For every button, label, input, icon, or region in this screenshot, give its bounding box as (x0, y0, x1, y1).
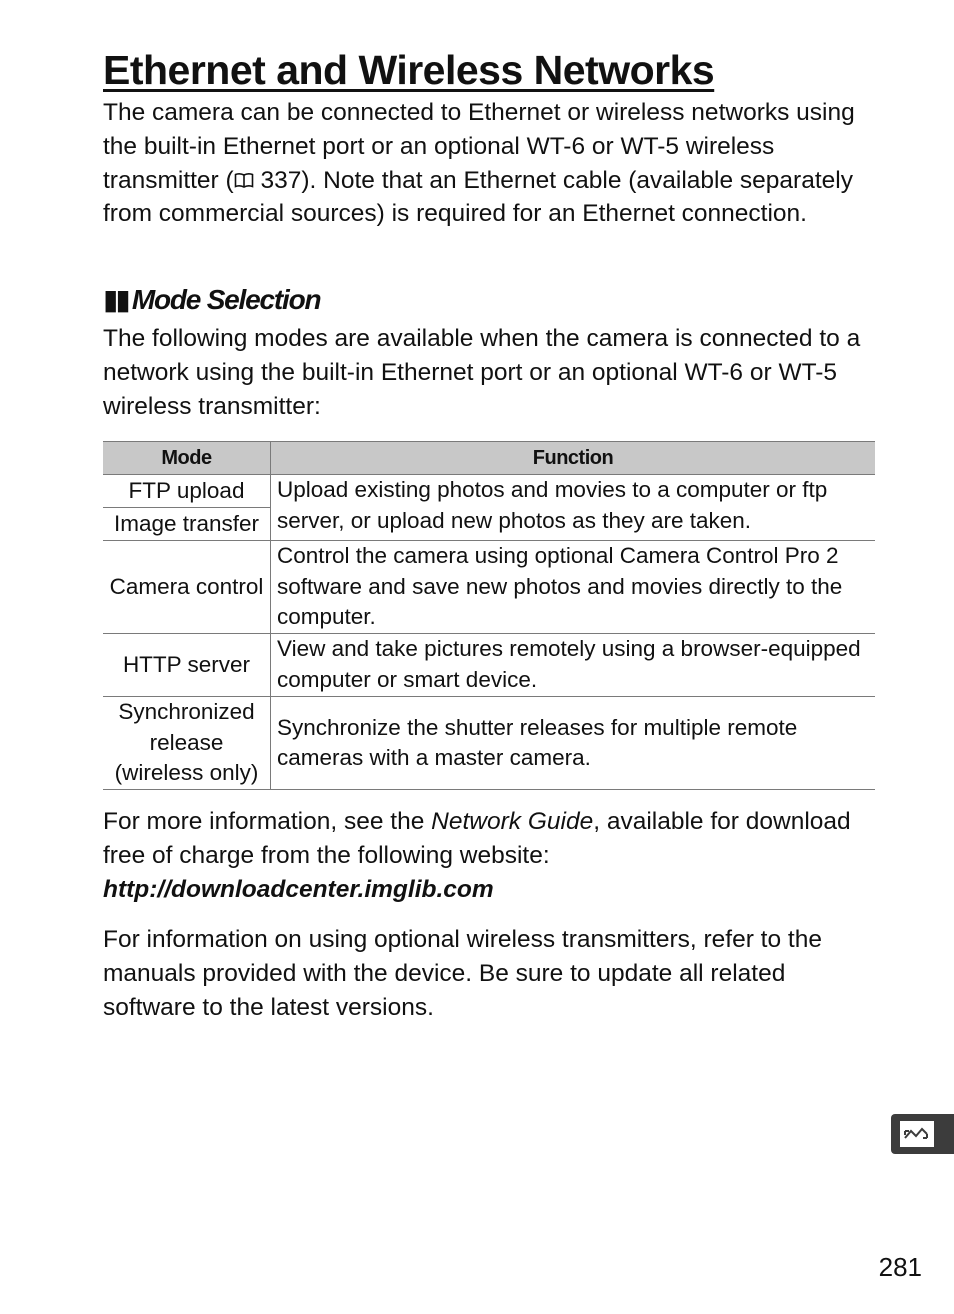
table-header-row (103, 442, 875, 475)
table-row (103, 697, 875, 790)
modes-intro-paragraph: The following modes are available when the camera is connected to a network using the built-in Ethernet port or an optional WT-6 or WT-5 wireless transmitter: (103, 325, 861, 420)
wireless-info-paragraph: For information on using optional wireless transmitters, refer to the manuals provided with the device. Be sure to update all related software to the latest versions. (103, 926, 822, 1021)
table-row (103, 634, 875, 697)
column-header-function: Function (271, 442, 876, 475)
mode-cell: FTP upload (103, 475, 271, 508)
page-reference-icon (234, 167, 254, 194)
intro-paragraph (103, 96, 878, 231)
function-cell: Upload existing photos and movies to a computer or ftp server, or upload new photos as they are taken. (271, 475, 876, 541)
mode-cell: HTTP server (103, 634, 271, 697)
page-number: 281 (878, 1252, 922, 1282)
network-guide-title: Network Guide (431, 808, 594, 835)
section-heading (103, 282, 320, 318)
intro-page-ref: 337 (260, 166, 302, 194)
section-title: Mode Selection (131, 284, 321, 315)
more-info-text-start: For more information, see the (103, 808, 432, 835)
function-cell: Synchronize the shutter releases for multiple remote cameras with a master camera. (271, 697, 876, 790)
mode-cell: Camera control (103, 541, 271, 634)
mode-cell: Synchronized release (wireless only) (103, 697, 271, 790)
mode-table (103, 441, 875, 790)
intro-text-end: ). Note that an Ethernet cable (available separately from commercial sources) is required for an Ethernet connection. (103, 166, 853, 228)
chapter-tab (891, 1114, 954, 1154)
section-marker-icon: ▮▮ (103, 284, 128, 315)
table-row (103, 541, 875, 634)
mode-cell: Image transfer (103, 508, 271, 541)
table-row (103, 475, 875, 508)
intro-text-start: The camera can be connected to Ethernet or wireless networks using the built-in Ethernet port or an optional WT-6 or WT-5 wireless transmitter ( (103, 99, 855, 194)
function-cell: Control the camera using optional Camera Control Pro 2 software and save new photos and movies directly to the computer. (271, 541, 876, 634)
more-info-text-end: , available for download free of charge from the following website: (103, 808, 851, 869)
function-cell: View and take pictures remotely using a browser-equipped computer or smart device. (271, 634, 876, 697)
column-header-mode: Mode (103, 442, 271, 475)
more-info-paragraph (103, 805, 878, 906)
network-chapter-icon (900, 1121, 934, 1147)
download-url-link[interactable]: http://downloadcenter.imglib.com (103, 875, 494, 903)
page-title: Ethernet and Wireless Networks (103, 47, 715, 93)
